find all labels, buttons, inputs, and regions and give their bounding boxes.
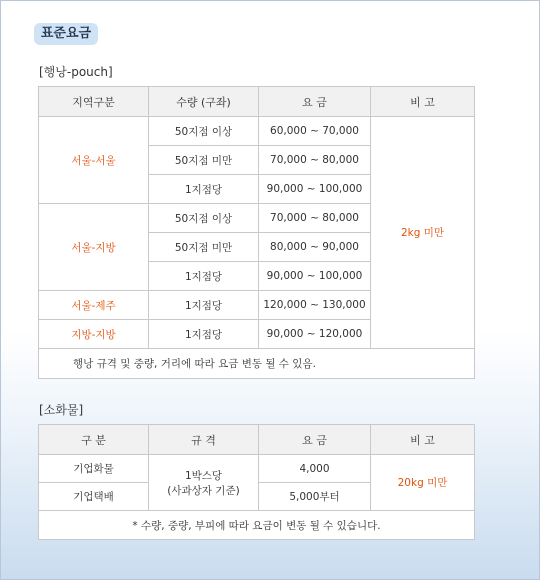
pouch-section-label: [행낭-pouch] [39, 65, 113, 79]
fee-cell: 90,000 ~ 100,000 [259, 175, 371, 204]
table-header-row [39, 425, 475, 455]
section-badge: 표준요금 [34, 23, 98, 45]
category-cell: 기업택배 [39, 483, 149, 511]
quantity-cell: 1지점당 [149, 320, 259, 349]
parcel-note: * 수량, 중량, 부피에 따라 요금이 변동 될 수 있습니다. [39, 511, 475, 540]
fee-cell: 120,000 ~ 130,000 [259, 291, 371, 320]
table-row [39, 455, 475, 483]
quantity-cell: 50지점 이상 [149, 204, 259, 233]
table-row [39, 117, 475, 146]
region-seoul-local: 서울-지방 [39, 204, 149, 291]
pouch-remark: 2kg 미만 [371, 117, 475, 349]
col-category: 구 분 [39, 425, 149, 455]
quantity-cell: 50지점 미만 [149, 233, 259, 262]
col-spec: 규 격 [149, 425, 259, 455]
fee-cell: 4,000 [259, 455, 371, 483]
table-header-row [39, 87, 475, 117]
quantity-cell: 50지점 미만 [149, 146, 259, 175]
quantity-cell: 1지점당 [149, 291, 259, 320]
parcel-remark: 20kg 미만 [371, 455, 475, 511]
col-remark: 비 고 [371, 87, 475, 117]
fee-cell: 70,000 ~ 80,000 [259, 146, 371, 175]
col-remark: 비 고 [371, 425, 475, 455]
category-cell: 기업화물 [39, 455, 149, 483]
parcel-section-label: [소화물] [39, 403, 84, 417]
fee-cell: 80,000 ~ 90,000 [259, 233, 371, 262]
col-fee: 요 금 [259, 425, 371, 455]
fee-cell: 5,000부터 [259, 483, 371, 511]
parcel-price-table [38, 424, 475, 540]
quantity-cell: 1지점당 [149, 175, 259, 204]
spec-cell [149, 455, 259, 511]
table-note-row [39, 511, 475, 540]
quantity-cell: 50지점 이상 [149, 117, 259, 146]
region-seoul-seoul: 서울-서울 [39, 117, 149, 204]
spec-line: 1박스당 [184, 469, 223, 482]
fee-cell: 70,000 ~ 80,000 [259, 204, 371, 233]
fee-cell: 60,000 ~ 70,000 [259, 117, 371, 146]
fee-cell: 90,000 ~ 100,000 [259, 262, 371, 291]
pouch-price-table [38, 86, 475, 379]
region-seoul-jeju: 서울-제주 [39, 291, 149, 320]
spec-line: (사과상자 기준) [167, 484, 240, 497]
fee-cell: 90,000 ~ 120,000 [259, 320, 371, 349]
col-fee: 요 금 [259, 87, 371, 117]
col-quantity: 수량 (구좌) [149, 87, 259, 117]
region-local-local: 지방-지방 [39, 320, 149, 349]
pouch-note: 행낭 규격 및 중량, 거리에 따라 요금 변동 될 수 있음. [39, 349, 475, 379]
quantity-cell: 1지점당 [149, 262, 259, 291]
table-note-row [39, 349, 475, 379]
col-region: 지역구분 [39, 87, 149, 117]
